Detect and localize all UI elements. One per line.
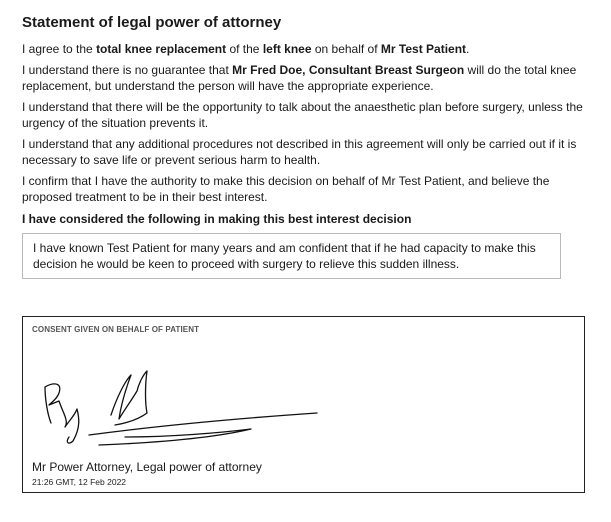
consent-heading: CONSENT GIVEN ON BEHALF OF PATIENT: [32, 325, 200, 334]
signature-image: [29, 357, 329, 447]
authority-paragraph: I confirm that I have the authority to make this decision on behalf of Mr Test Patient, and believe the proposed treatment to be in their best interest.: [22, 174, 550, 204]
anaesthetic-paragraph: I understand that there will be the opportunity to talk about the anaesthetic plan before surgery, unless the urgency of the situation prevents it.: [22, 100, 583, 130]
additional-procedures-paragraph: I understand that any additional procedures not described in this agreement will only be carried out if it is necessary to save life or prevent serious harm to health.: [22, 137, 577, 167]
surgeon-paragraph: [22, 62, 593, 94]
best-interest-box: I have known Test Patient for many years and am confident that if he had capacity to make this decision he would be keen to proceed with surgery to relieve this sudden illness.: [22, 233, 561, 279]
text-fragment: .: [466, 42, 470, 56]
best-interest-heading: I have considered the following in making this best interest decision: [22, 212, 412, 226]
surgeon-name: Mr Fred Doe, Consultant Breast Surgeon: [232, 63, 465, 77]
agreement-paragraph: [22, 41, 593, 57]
page-title: Statement of legal power of attorney: [22, 14, 282, 31]
text-fragment: I agree to the: [22, 42, 97, 56]
text-fragment: on behalf of: [311, 42, 381, 56]
consent-panel: [22, 316, 585, 493]
text-fragment: of the: [226, 42, 263, 56]
signature-timestamp: 21:26 GMT, 12 Feb 2022: [32, 477, 127, 487]
procedure-site: left knee: [262, 42, 312, 56]
text-fragment: I understand there is no guarantee that: [22, 63, 233, 77]
patient-name: Mr Test Patient: [380, 42, 467, 56]
signer-name: Mr Power Attorney, Legal power of attorney: [32, 460, 262, 474]
text-fragment: will do the total knee replacement, but understand the person will have the appropriate experience.: [22, 63, 577, 93]
procedure-name: total knee replacement: [96, 42, 227, 56]
